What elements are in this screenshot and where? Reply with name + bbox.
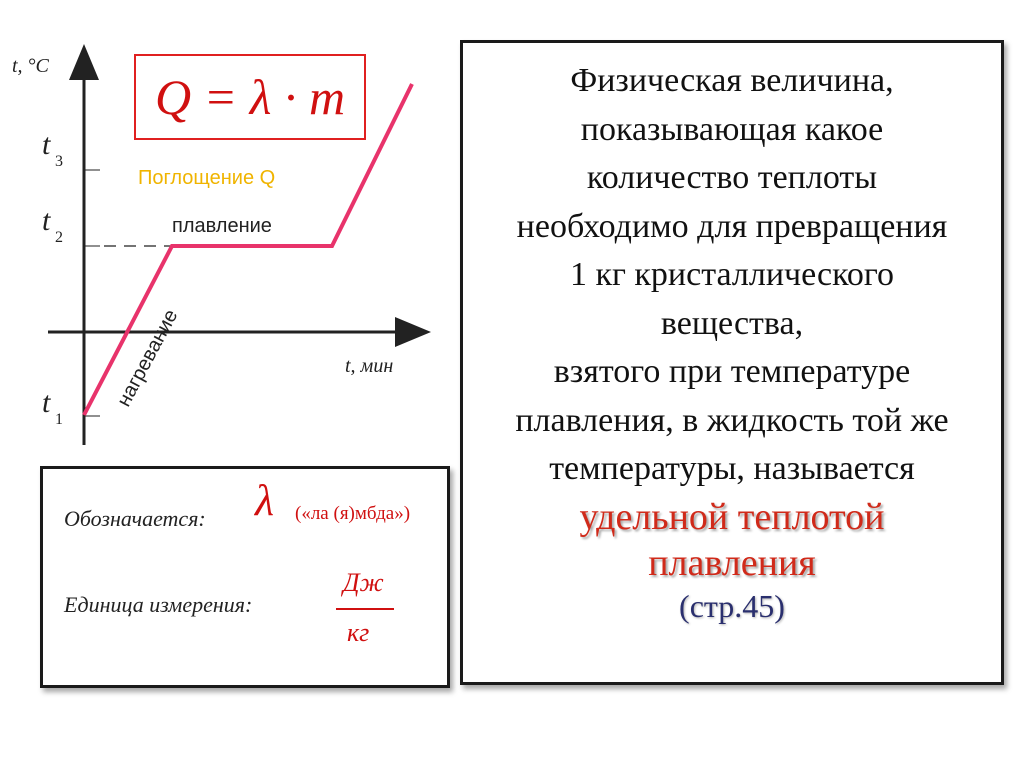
t1-label: t xyxy=(42,386,51,419)
formula-box xyxy=(134,54,366,140)
t2-label: t xyxy=(42,204,51,237)
unit-numerator: Дж xyxy=(343,568,384,597)
lambda-reading: («ла (я)мбда») xyxy=(295,503,411,524)
unit-label: Единица измерения: xyxy=(64,592,253,617)
y-axis-label: t, °C xyxy=(12,55,49,77)
melting-label: плавление xyxy=(172,215,272,237)
definition-box xyxy=(460,40,1004,685)
info-box xyxy=(40,466,450,688)
absorption-label: Поглощение Q xyxy=(138,167,276,189)
t3-label: t xyxy=(42,128,51,161)
designation-label: Обозначается: xyxy=(64,506,206,531)
page-reference: (стр.45) xyxy=(679,587,785,624)
fraction-bar xyxy=(336,608,394,610)
t1-subscript: 1 xyxy=(55,411,63,428)
t3-subscript: 3 xyxy=(55,153,63,170)
unit-denominator: кг xyxy=(347,618,370,647)
definition-text: Физическая величина, показывающая какое количество теплоты необходимо для превращения 1 кг кристаллического вещества, взятого при температуре плавления, в жидкость той же температуры, называется xyxy=(515,62,949,487)
heating-label: нагревание xyxy=(112,305,183,411)
t2-subscript: 2 xyxy=(55,229,63,246)
formula: Q = λ · m xyxy=(154,69,346,125)
lambda-symbol: λ xyxy=(255,476,275,525)
x-axis-label: t, мин xyxy=(345,355,394,377)
definition-term: удельной теплотой плавления xyxy=(579,495,885,584)
